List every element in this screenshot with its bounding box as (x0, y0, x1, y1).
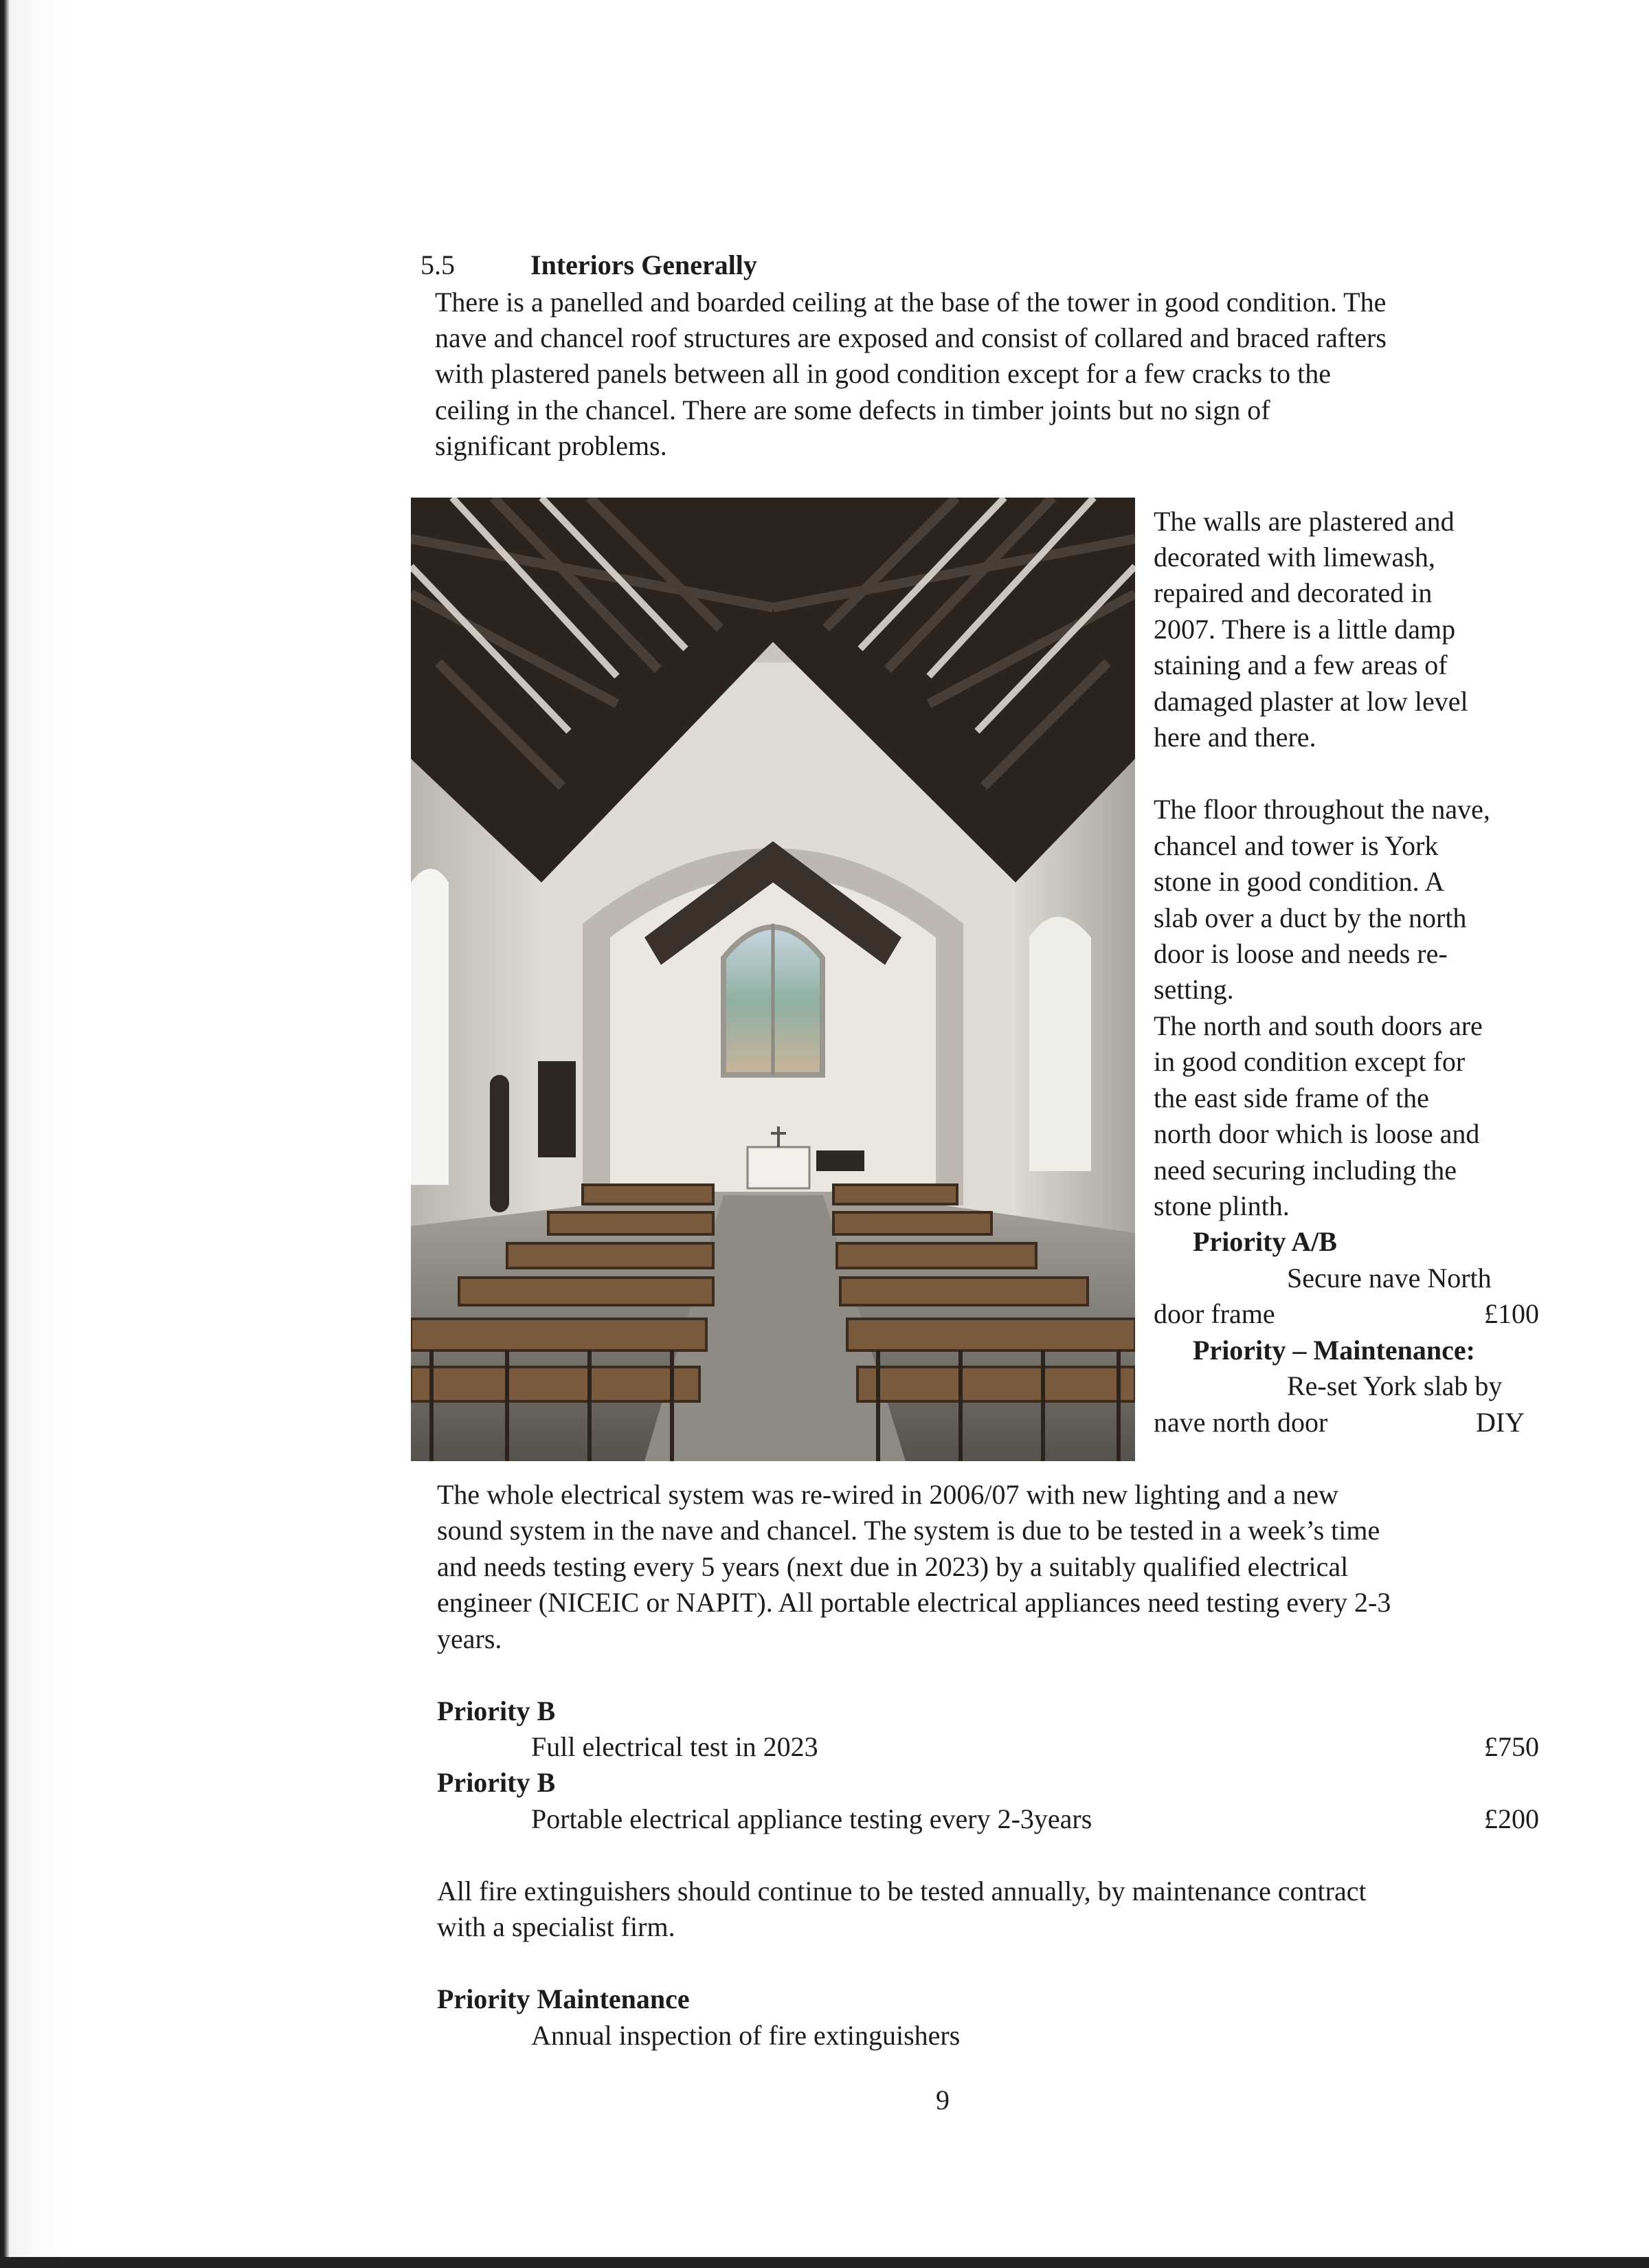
priority-b-item: Full electrical test in 2023 (531, 1731, 818, 1762)
priority-maintenance-label: Priority – Maintenance: (1193, 1335, 1475, 1366)
floor-line: stone plinth. (1154, 1190, 1290, 1221)
walls-line: 2007. There is a little damp (1154, 614, 1456, 645)
walls-line: decorated with limewash, (1154, 542, 1435, 572)
walls-line: repaired and decorated in (1154, 577, 1433, 608)
priority-maintenance-cost: DIY (1476, 1407, 1525, 1438)
intro-line: ceiling in the chancel. There are some defects in timber joints but no sign of (435, 394, 1270, 425)
floor-line: chancel and tower is York (1154, 830, 1439, 861)
fire-line: All fire extinguishers should continue to be tested annually, by maintenance contract (437, 1876, 1367, 1906)
priority-b-cost: £200 (1484, 1803, 1539, 1834)
priority-ab-item: Secure nave North (1287, 1263, 1492, 1293)
priority-maintenance-fire-item: Annual inspection of fire extinguishers (531, 2020, 961, 2051)
walls-line: damaged plaster at low level (1154, 686, 1468, 717)
section-number: 5.5 (420, 249, 455, 280)
floor-line: need securing including the (1154, 1155, 1457, 1186)
priority-b-item: Portable electrical appliance testing every 2-3years (531, 1803, 1092, 1834)
floor-line: slab over a duct by the north (1154, 902, 1467, 933)
floor-line: in good condition except for (1154, 1046, 1466, 1077)
priority-ab-item-cont: door frame (1154, 1298, 1275, 1329)
priority-b-label: Priority B (437, 1696, 556, 1726)
floor-line: the east side frame of the (1154, 1082, 1429, 1113)
intro-line: significant problems. (435, 430, 667, 461)
priority-maintenance-item: Re-set York slab by (1287, 1370, 1503, 1401)
electrical-line: years. (437, 1623, 502, 1654)
priority-ab-cost: £100 (1484, 1298, 1539, 1329)
priority-maintenance-item-cont: nave north door (1154, 1407, 1328, 1438)
intro-line: nave and chancel roof structures are exposed and consist of collared and braced rafters (435, 322, 1387, 353)
floor-line: stone in good condition. A (1154, 866, 1445, 897)
floor-line: door is loose and needs re- (1154, 938, 1448, 969)
priority-maintenance-fire-label: Priority Maintenance (437, 1983, 690, 2014)
priority-b-cost: £750 (1484, 1731, 1539, 1762)
fire-line: with a specialist firm. (437, 1911, 675, 1942)
priority-ab-label: Priority A/B (1193, 1226, 1337, 1257)
electrical-line: and needs testing every 5 years (next due in 2023) by a suitably qualified electrical (437, 1551, 1349, 1582)
intro-line: with plastered panels between all in good condition except for a few cracks to the (435, 358, 1331, 389)
electrical-line: sound system in the nave and chancel. The system is due to be tested in a week’s time (437, 1515, 1380, 1546)
page-number: 9 (936, 2084, 950, 2115)
priority-b-label: Priority B (437, 1767, 556, 1798)
church-interior-photo (411, 498, 1135, 1461)
walls-line: here and there. (1154, 722, 1316, 753)
section-heading: Interiors Generally (530, 249, 757, 280)
walls-line: staining and a few areas of (1154, 649, 1448, 680)
floor-line: north door which is loose and (1154, 1118, 1480, 1149)
floor-line: setting. (1154, 974, 1234, 1005)
walls-line: The walls are plastered and (1154, 506, 1455, 537)
intro-line: There is a panelled and boarded ceiling at the base of the tower in good condition. The (435, 287, 1387, 318)
floor-line: The north and south doors are (1154, 1010, 1483, 1041)
electrical-line: engineer (NICEIC or NAPIT). All portable electrical appliances need testing every 2-3 (437, 1587, 1391, 1618)
electrical-line: The whole electrical system was re-wired in 2006/07 with new lighting and a new (437, 1479, 1338, 1510)
scan-bottom-edge (0, 2257, 1649, 2268)
floor-line: The floor throughout the nave, (1154, 794, 1490, 825)
